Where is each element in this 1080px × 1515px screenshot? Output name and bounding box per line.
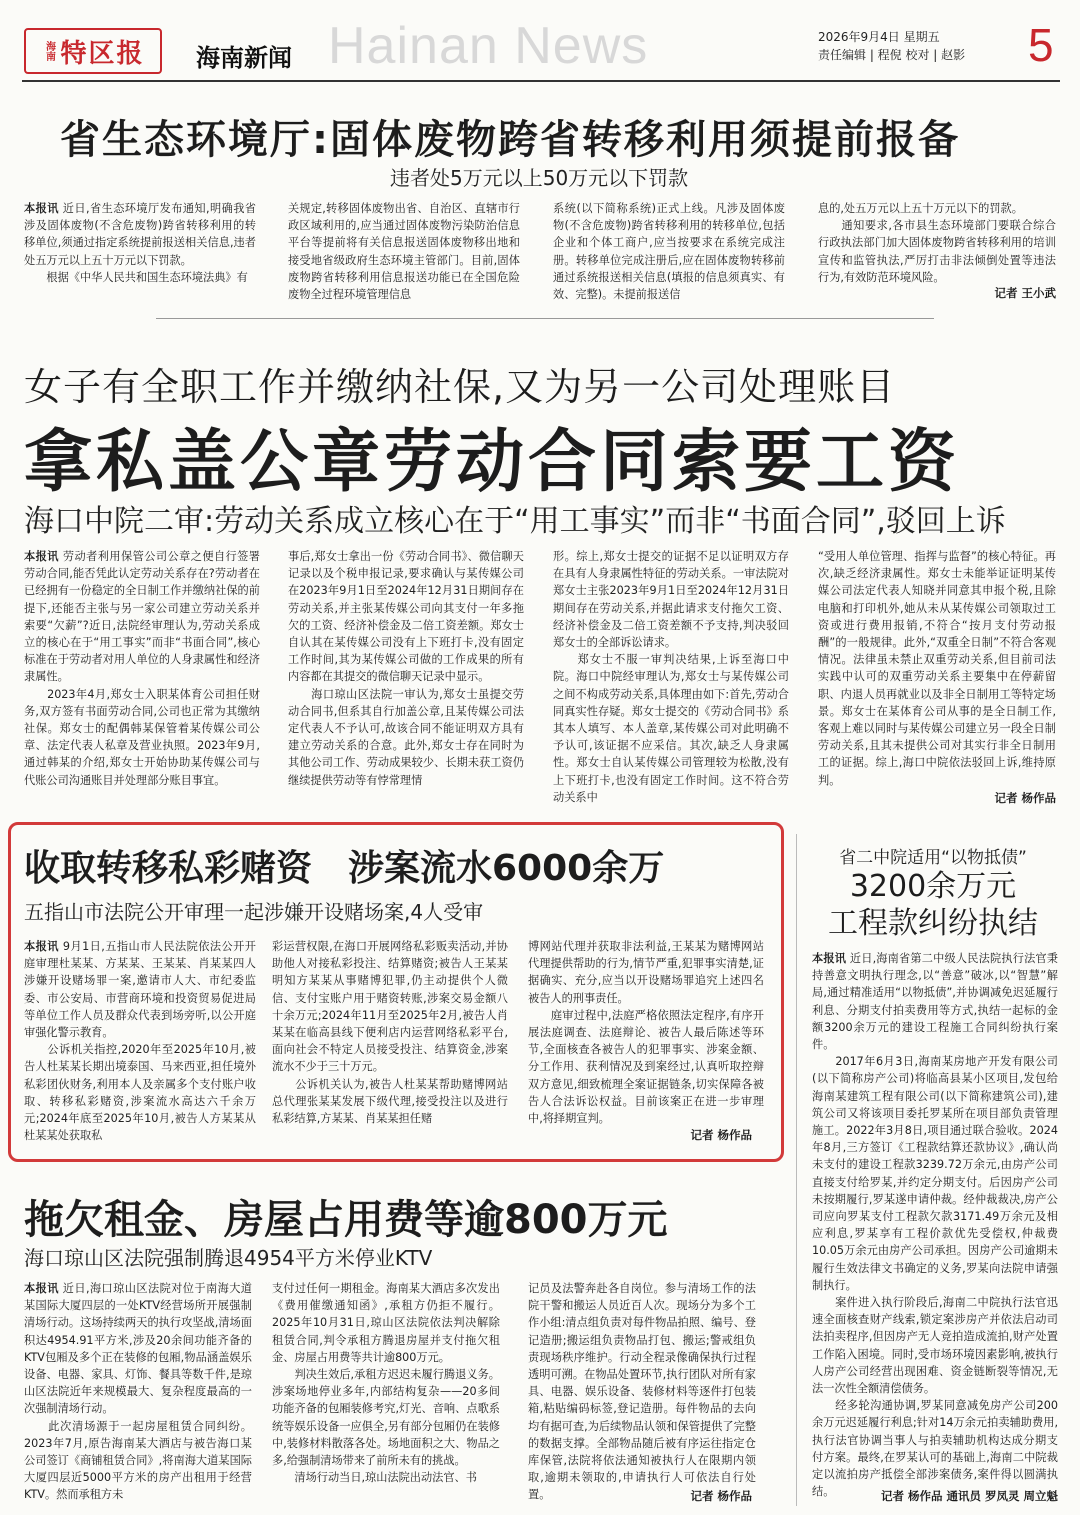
story4-subheadline: 海口琼山区法院强制腾退4954平方米停业KTV	[24, 1246, 433, 1270]
sidebar-headline-line2: 工程款纠纷执结	[828, 906, 1038, 941]
story3-lead: 本报讯	[24, 940, 59, 953]
story1-text-1: 近日,省生态环境厅发布通知,明确我省涉及固体废物(不含危废物)跨省转移利用的转移单位,须通过指定系统提前报送相关信息,违者处五万元以上五十万元以下罚款。 根据《中华人民共和国生态环境法典》有	[24, 202, 256, 284]
story2-column-2	[288, 548, 524, 808]
story3-headline: 收取转移私彩赌资 涉案流水6000余万	[24, 848, 665, 889]
story2-text-3: 形。综上,郑女士提交的证据不足以证明双方存在具有人身隶属性特征的劳动关系。一审法院对郑女士主张2023年9月1日至2024年12月31日期间存在劳动关系,并据此请求支付拖欠工资、经济补偿金及二倍工资差额不予支持,判决驳回郑女士的全部诉讼请求。 郑女士不服一审判决结果,上诉至海口中院。海口中院经审理认为,郑女士与某传媒公司之间不构成劳动关系,具体理由如下:首先,劳动合同真实性存疑。郑女士提交的《劳动合同书》系其本人填写、本人盖章,某传媒公司对此明确不予认可,该证据不应采信。其次,缺乏人身隶属性。郑女士自认某传媒公司管理较为松散,没有上下班打卡,也没有固定工作时间。这不符合劳动关系中	[553, 550, 789, 804]
sidebar-rule	[796, 834, 797, 1506]
story4-column-2	[272, 1280, 500, 1504]
story4-text-3: 记员及法警奔赴各自岗位。参与清场工作的法院干警和搬运人员近百人次。现场分为多个工作小组:清点组负责对每件物品拍照、编号、登记造册;搬运组负责物品打包、搬运;警戒组负责现场秩序维护。行动全程录像确保执行过程透明可溯。在物品处置环节,执行团队对所有家具、电器、娱乐设备、装修材料等逐件打包装箱,粘贴编码标签,登记造册。每件物品的去向均有据可查,为后续物品认领和保管提供了完整的数据支撑。全部物品随后被有序运往指定仓库保管,法院将依法通知被执行人在限期内领取,逾期未领取的,申请执行人可依法自行处置。	[528, 1282, 756, 1502]
story1-column-4	[818, 200, 1056, 286]
page-number: 5	[1028, 19, 1054, 71]
editor-credits: 责任编辑 | 程倪 校对 | 赵影	[818, 48, 966, 62]
story3-column-3	[528, 938, 764, 1128]
story4-headline: 拖欠租金、房屋占用费等逾800万元	[24, 1197, 668, 1243]
issue-date: 2026年9月4日 星期五	[818, 30, 940, 44]
story4-byline: 记者 杨作品	[690, 1489, 752, 1503]
story1-column-3	[553, 200, 785, 302]
story1-text-2: 关规定,转移固体废物出省、自治区、直辖市行政区域利用的,应当通过固体废物污染防治信息平台等提前将有关信息报送固体废物移出地和接受地省级政府生态环境主管部门。目前,固体废物跨省转移利用信息报送功能已在全国危险废物全过程环境管理信息	[288, 202, 520, 302]
story3-byline: 记者 杨作品	[690, 1128, 752, 1142]
logo-small-text: 海南	[43, 41, 55, 61]
story3-subheadline: 五指山市法院公开审理一起涉嫌开设赌场案,4人受审	[24, 900, 484, 924]
logo-text: 特区报	[60, 38, 145, 69]
story3-column-1	[24, 938, 256, 1146]
story4-text-1: 近日,海口琼山区法院对位于南海大道某国际大厦四层的一处KTV经营场所开展强制清场行动。这场持续两天的执行攻坚战,清场面积达4954.91平方米,涉及20余间功能齐备的KTV包厢及多个正在装修的包厢,物品涵盖娱乐设备、电器、家具、灯饰、餐具等数千件,是琼山区法院近年来规模最大、复杂程度最高的一次强制清场行动。 此次清场源于一起房屋租赁合同纠纷。2023年7月,原告海南某大酒店与被告海口某公司签订《商铺租赁合同》,将南海大道某国际大厦四层近5000平方米的房产出租用于经营KTV。然而承租方未	[24, 1282, 252, 1502]
newspaper-logo	[24, 28, 162, 74]
story2-lead: 本报讯	[24, 550, 59, 563]
story2-column-1	[24, 548, 260, 808]
story2-text-4: “受用人单位管理、指挥与监督”的核心特征。再次,缺乏经济隶属性。郑女士未能举证证明某传媒公司法定代表人知晓并同意其申报个税,且除电脑和打印机外,她从未从某传媒公司领取过工资或进行费用报销,不符合“按月支付劳动报酬”的一般规律。此外,“双重全日制”不符合客观情况。法律虽未禁止双重劳动关系,但目前司法实践中认可的双重劳动关系主要集中在停薪留职、内退人员再就业以及非全日制用工等特定场景。郑女士在某体育公司从事的是全日制工作,客观上难以同时与某传媒公司建立另一段全日制劳动关系,且其未提供公司对其实行非全日制用工的证据。综上,海口中院依法驳回上诉,维持原判。	[818, 550, 1056, 787]
section-title-en: Hainan News	[328, 17, 649, 75]
story2-column-3	[553, 548, 789, 808]
story4-column-1	[24, 1280, 252, 1504]
dateline	[818, 28, 965, 64]
story4-lead: 本报讯	[24, 1282, 59, 1295]
story1-column-1	[24, 200, 256, 302]
story3-text-1: 9月1日,五指山市人民法院依法公开开庭审理杜某某、方某某、王某某、肖某某四人涉嫌开设赌场罪一案,邀请市人大、市纪委监委、市公安局、市营商环境和投资贸易促进局等单位工作人员及群众代表到场旁听,以公开庭审强化警示教育。 公诉机关指控,2020年至2025年10月,被告人杜某某长期出境泰国、马来西亚,担任境外私彩团伙财务,利用本人及亲属多个支付账户收取、转移私彩赌资,涉案流水高达六千余万元;2024年底至2025年10月,被告人方某某从杜某某处获取私	[24, 940, 256, 1143]
story1-byline: 记者 王小武	[994, 286, 1056, 300]
sidebar-kicker: 省二中院适用“以物抵债”	[839, 848, 1027, 868]
story2-text-2: 事后,郑女士拿出一份《劳动合同书》、微信聊天记录以及个税申报记录,要求确认与某传媒公司在2023年9月1日至2024年12月31日期间存在劳动关系,并主张某传媒公司向其支付一年多拖欠的工资、经济补偿金及二倍工资差额。郑女士自认其在某传媒公司没有上下班打卡,没有固定工作时间,其为某传媒公司做的工作成果的所有内容都在其提交的微信聊天记录中显示。 海口琼山区法院一审认为,郑女士虽提交劳动合同书,但系其自行加盖公章,且某传媒公司法定代表人不予认可,故该合同不能证明双方具有建立劳动关系的合意。此外,郑女士存在同时为其他公司工作、劳动成果较少、长期未获工资仍继续提供劳动等有悖常理情	[288, 550, 524, 787]
story2-kicker: 女子有全职工作并缴纳社保,又为另一公司处理账目	[24, 365, 896, 409]
story1-text-3: 系统(以下简称系统)正式上线。凡涉及固体废物(不含危废物)跨省转移利用的转移单位,包括企业和个体工商户,应当按要求在系统完成注册。转移单位完成注册后,应在固体废物转移前通过系统报送相关信息(填报的信息须真实、有效、完整)。未提前报送信	[553, 202, 785, 302]
sidebar-byline: 记者 杨作品 通讯员 罗凤灵 周立魁	[880, 1489, 1058, 1503]
story3-text-3: 博网站代理并获取非法利益,王某某为赌博网站代理提供帮助的行为,情节严重,犯罪事实清楚,证据确实、充分,应当以开设赌场罪追究上述四名被告人的刑事责任。 庭审过程中,法庭严格依照法定程序,有序开展法庭调查、法庭辩论、被告人最后陈述等环节,全面核查各被告人的犯罪事实、涉案金额、分工作用、获利情况及到案经过,认真听取控辩双方意见,细致梳理全案证据链条,切实保障各被告人合法诉讼权益。目前该案正在进一步审理中,将择期宣判。	[528, 940, 764, 1126]
story2-byline: 记者 杨作品	[994, 791, 1056, 805]
sidebar-headline-line1: 3200余万元	[849, 869, 1017, 904]
story3-column-2	[272, 938, 508, 1146]
sidebar-headline	[806, 868, 1060, 942]
story2-headline: 拿私盖公章劳动合同索要工资	[24, 423, 961, 502]
story1-lead: 本报讯	[24, 202, 59, 215]
story2-text-1: 劳动者利用保管公司公章之便自行签署劳动合同,能否凭此认定劳动关系存在?劳动者在已经拥有一份稳定的全日制工作并缴纳社保的前提下,还能否主张与另一家公司建立劳动关系并索要“欠薪”?近日,法院经审理认为,劳动关系成立的核心在于“用工事实”而非“书面合同”,核心标准在于劳动者对用人单位的人身隶属性和经济隶属性。 2023年4月,郑女士入职某体育公司担任财务,双方签有书面劳动合同,公司也正常为其缴纳社保。郑女士的配偶韩某保管着某传媒公司公章、法定代表人私章及营业执照。2023年9月,通过韩某的介绍,郑女士开始协助某传媒公司与代账公司沟通账目并处理部分账目事宜。	[24, 550, 260, 787]
story3-text-2: 彩运营权限,在海口开展网络私彩贩卖活动,并协助他人对接私彩投注、结算赌资;被告人王某某明知方某某从事赌博犯罪,仍主动提供个人微信、支付宝账户用于赌资转账,涉案交易金额八十余万元;2024年11月至2025年2月,被告人肖某某在临高县线下便利店内运营网络私彩平台,面向社会不特定人员接受投注、结算资金,涉案流水不少于三十万元。 公诉机关认为,被告人杜某某帮助赌博网站总代理张某某发展下级代理,接受投注以及进行私彩结算,方某某、肖某某担任赌	[272, 940, 508, 1126]
section-divider	[156, 318, 934, 319]
story1-text-4: 息的,处五万元以上五十万元以下的罚款。 通知要求,各市县生态环境部门要联合综合行政执法部门加大固体废物跨省转移利用的培训宣传和监管执法,严厉打击非法倾倒处置等违法行为,有效防范环境风险。	[818, 202, 1056, 284]
sidebar-text: 近日,海南省第二中级人民法院执行法官秉持善意文明执行理念,以“善意”破冰,以“智慧”解局,通过精准适用“以物抵债”,并协调减免迟延履行利息、分期支付拍卖费用等方式,执结一起标的金额3200余万元的建设工程施工合同纠纷执行案件。 2017年6月3日,海南某房地产开发有限公司(以下简称房产公司)将临高县某小区项目,发包给海南某建筑工程有限公司(以下简称建筑公司),建筑公司又将该项目委托罗某所在项目部负责管理施工。2022年3月8日,项目通过联合验收。2024年8月,三方签订《工程款结算还款协议》,确认尚未支付的建设工程款3239.72万余元,由房产公司直接支付给罗某,并约定分期支付。后因房产公司未按期履行,罗某遂申请仲裁。经仲裁裁决,房产公司应向罗某支付工程款欠款3171.49万余元及相应利息,罗某享有工程价款优先受偿权,仲裁费10.05万余元由房产公司承担。因房产公司逾期未履行生效法律文书确定的义务,罗某向法院申请强制执行。 案件进入执行阶段后,海南二中院执行法官迅速全面核查财产线索,锁定案涉房产并依法启动司法拍卖程序,但因房产无人竞拍造成流拍,财产处置工作陷入困境。同时,受市场环境因素影响,被执行人房产公司经营出现困难、资金链断裂等情况,无法一次性全额清偿债务。 经多轮沟通协调,罗某同意减免房产公司200余万元迟延履行利息;针对14万余元拍卖辅助费用,执行法官协调当事人与拍卖辅助机构达成分期支付方案。最终,在罗某认可的基础上,海南二中院裁定以流拍房产抵偿全部涉案债务,案件得以圆满执结。	[812, 952, 1058, 1499]
section-title-cn: 海南新闻	[196, 43, 292, 72]
masthead-rule	[22, 80, 1060, 82]
story2-subheadline: 海口中院二审:劳动关系成立核心在于“用工事实”而非“书面合同”,驳回上诉	[24, 504, 1006, 539]
sidebar-lead: 本报讯	[812, 952, 847, 965]
story2-column-4	[818, 548, 1056, 790]
story1-column-2	[288, 200, 520, 302]
story1-subheadline: 违者处5万元以上50万元以下罚款	[390, 166, 689, 190]
story1-headline: 省生态环境厅:固体废物跨省转移利用须提前报备	[60, 117, 960, 163]
story4-text-2: 支付过任何一期租金。海南某大酒店多次发出《费用催缴通知函》,承租方仍拒不履行。2025年10月31日,琼山区法院依法判决解除租赁合同,判令承租方腾退房屋并支付拖欠租金、房屋占用费等共计逾800万元。 判决生效后,承租方迟迟未履行腾退义务。涉案场地停业多年,内部结构复杂——20多间功能齐备的包厢装修考究,灯光、音响、点歌系统等娱乐设备一应俱全,另有部分包厢仍在装修中,装修材料散落各处。场地面积之大、物品之多,给强制清场带来了前所未有的挑战。 清场行动当日,琼山法院出动法官、书	[272, 1282, 500, 1485]
